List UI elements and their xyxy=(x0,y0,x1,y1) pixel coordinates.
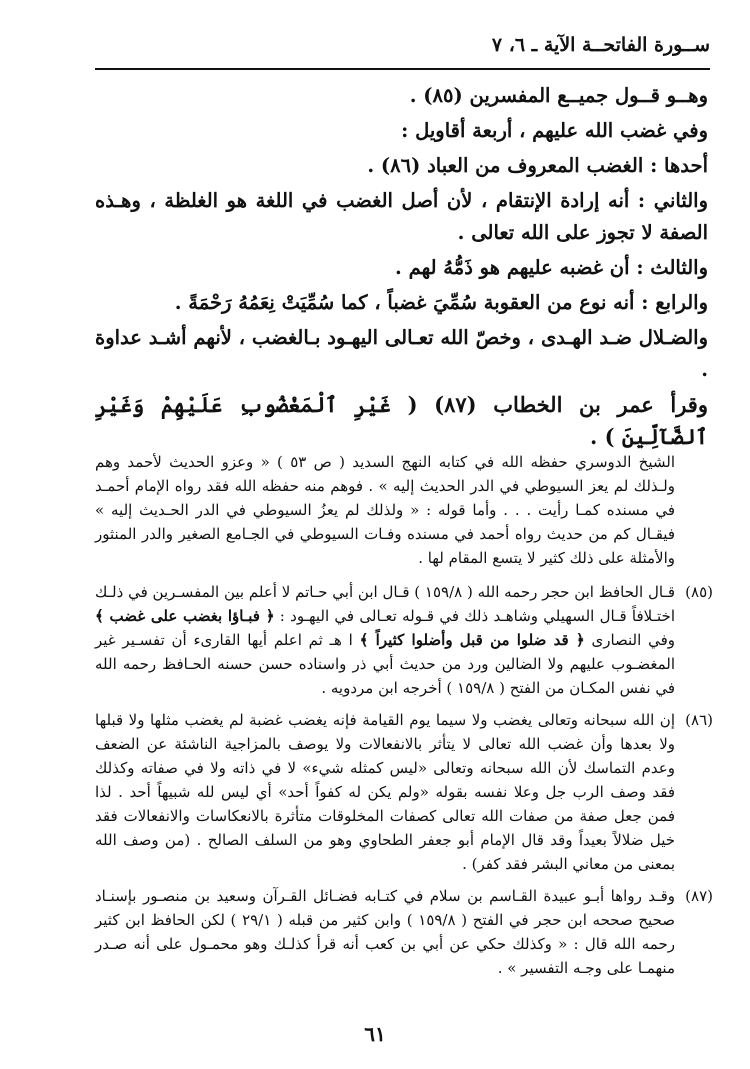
body-line-second-opinion: والثاني : أنه إرادة الإنتقام ، لأن أصل الغضب في اللغة هو الغلظة ، وهـذه الصفة لا تجوز على الله تعالى . xyxy=(95,189,708,244)
quran-quote-christians: ﴿ قد ضلوا من قبل وأضلوا كثيراً ﴾ xyxy=(359,631,585,649)
running-header: ســورة الفاتحــة الآية ـ ٦، ٧ xyxy=(491,34,710,56)
footnote-text: قـال الحافظ ابن حجر رحمه الله ( ١٥٩/٨ ) قـال ابن أبي حـاتم لا أعلم بين المفسـرين في ذلـك اختـلافاً قـال السهيلي وشاهـد ذلك في قـوله تعـالى في اليهـود : xyxy=(95,583,675,625)
body-line-misguided: والضـلال ضـد الهـدى ، وخصّ الله تعـالى اليهـود بـالغضب ، لأنهم أشـد عداوة . xyxy=(95,326,708,381)
footnote-number: (٨٧) xyxy=(685,887,713,905)
footnote-87 xyxy=(95,884,713,980)
body-line-third-opinion: والثالث : أن غضبه عليهم هو ذَمُّهُ لهم . xyxy=(395,256,708,279)
footnote-text: وفي النصارى xyxy=(584,631,675,649)
page-number: ٦١ xyxy=(364,1022,386,1046)
body-line-four-opinions: وفي غضب الله عليهم ، أربعة أقاويل : xyxy=(401,119,708,142)
footnote-86 xyxy=(95,708,713,876)
footnote-85 xyxy=(95,580,713,700)
header-rule xyxy=(95,68,710,70)
footnote-text: وقـد رواها أبـو عبيدة القـاسم بن سلام في كتـابه فضـائل القـرآن وسعيد بن منصـور بإسنـاد صحيح صححه ابن حجر في الفتح ( ١٥٩/٨ ) وابن كثير من قبله ( ٢٩/١ ) لكن الحافظ ابن كثير رحمه الله قال : « وكذلك حكي عن أبي بن كعب أنه قرأ كذلـك وهو محمـول على أنه صـدر منهمـا على وجـه التفسير » . xyxy=(95,887,675,977)
quran-quote-jews: ﴿ فبـاؤا بغضب على غضب ﴾ xyxy=(95,607,275,625)
footnotes-section xyxy=(95,450,713,988)
body-line-first-opinion: أحدها : الغضب المعروف من العباد (٨٦) . xyxy=(367,154,708,177)
footnote-continuation: الشيخ الدوسري حفظه الله في كتابه النهج السديد ( ص ٥٣ ) « وعزو الحديث لأحمد وهم ولـذلك لم يعز السيوطي في الدر الحديث إليه » . فوهم منه حفظه الله فقد رواه الإمام أحمـد في مسنده كمـا رأيت . . . وأما قوله : « ولذلك لم يعزُ السيوطي في الدر الحـديث إليه » فيقـال كم من حديث رواه أحمد في مسنده وفـات السيوطي في الجـامع الصغير والدر المنثور والأمثلة على ذلك كثير لا يتسع المقام لها . xyxy=(95,453,676,567)
main-body-text xyxy=(95,80,708,456)
footnote-text: إن الله سبحانه وتعالى يغضب ولا سيما يوم القيامة فإنه يغضب غضبة لم يغضب مثلها ولا قبلها ولا بعدها وأن غضب الله تعالى لا يتأثر بالانفعالات ولا يوصف بالمزاجية الناشئة عن الضعف وعدم التماسك لأن الله سبحانه وتعالى «ليس كمثله شيء» لا في ذاته ولا في صفاته وكذلك فقد وصف الرب جل وعلا نفسه بقوله «ولم يكن له كفواً أحد» أي ليس لله شبيهاً أحد . لذا فمن جعل صفة من صفات الله تعالى كصفات المخلوقات متأثرة بالانعكاسات والانفعالات فقد خيل ضلالاً بعيداً وقد قال الإمام أبو جعفر الطحاوي وهو من السلف الصالح . (من وصف الله بمعنى من معاني البشر فقد كفر) . xyxy=(95,711,675,873)
body-line-fourth-opinion: والرابع : أنه نوع من العقوبة سُمِّيَ غضباً ، كما سُمِّيَتْ نِعَمُهُ رَحْمَةً . xyxy=(174,291,708,314)
footnote-number: (٨٦) xyxy=(685,711,713,729)
body-line-umar-reading: وقرأ عمر بن الخطاب (٨٧) ( غَيْرِ ٱلْمَغْضُوبِ عَلَيْهِمْ وَغَيْرِ ٱلضَّآلِّينَ ) . xyxy=(95,392,708,449)
body-line-consensus: وهــو قــول جميــع المفسرين (٨٥) . xyxy=(409,84,708,107)
footnote-number: (٨٥) xyxy=(685,583,713,601)
footnote-text: ا هـ ثم اعلم أيها القارىء أن تفسـير غير المغضـوب عليهم ولا الضالين ورد من حديث أبي ذر واسناده حسن حسنه الحـافظ رحمه الله في نفس المكـان من الفتح ( ١٥٩/٨ ) أخرجه ابن مردويه . xyxy=(95,631,675,697)
